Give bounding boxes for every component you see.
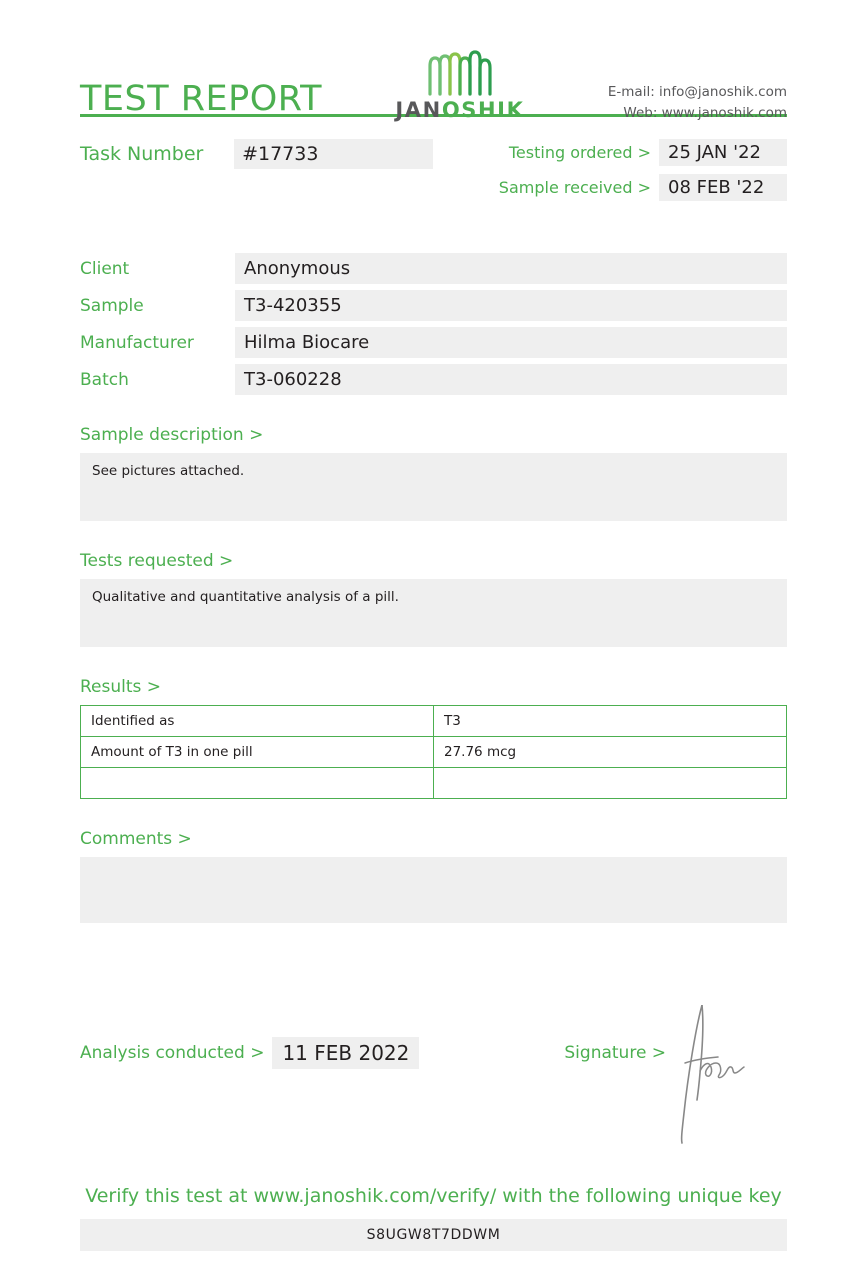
info-row-client xyxy=(80,253,787,284)
janoshik-logo xyxy=(395,50,524,122)
unique-key: S8UGW8T7DDWM xyxy=(80,1219,787,1251)
sample-description-text: See pictures attached. xyxy=(80,453,787,521)
result-value-identified-as: T3 xyxy=(434,706,787,737)
info-row-sample xyxy=(80,290,787,321)
result-value-empty xyxy=(434,768,787,799)
result-name-empty xyxy=(81,768,434,799)
testing-ordered-value: 25 JAN '22 xyxy=(659,139,787,166)
manufacturer-label: Manufacturer xyxy=(80,332,194,353)
testing-ordered-row xyxy=(491,139,787,166)
table-row xyxy=(81,737,787,768)
sample-value: T3-420355 xyxy=(235,290,787,321)
result-value-amount: 27.76 mcg xyxy=(434,737,787,768)
verify-text: Verify this test at www.janoshik.com/verify/ with the following unique key xyxy=(85,1185,782,1207)
signature-block xyxy=(564,983,752,1123)
info-fields xyxy=(80,253,787,395)
results-table xyxy=(80,705,787,799)
comments-text xyxy=(80,857,787,923)
comments-title: Comments > xyxy=(80,829,192,849)
table-row xyxy=(81,706,787,737)
testing-ordered-label: Testing ordered > xyxy=(508,143,651,162)
logo-wordmark xyxy=(395,98,524,122)
sample-received-label: Sample received > xyxy=(498,178,651,197)
page-title: TEST REPORT xyxy=(80,79,322,119)
tests-requested-text: Qualitative and quantitative analysis of a pill. xyxy=(80,579,787,647)
manufacturer-value: Hilma Biocare xyxy=(235,327,787,358)
client-value: Anonymous xyxy=(235,253,787,284)
sample-received-row xyxy=(491,174,787,201)
tests-requested-title: Tests requested > xyxy=(80,551,234,571)
signature-icon xyxy=(672,1005,752,1145)
sample-description-title: Sample description > xyxy=(80,425,264,445)
info-row-manufacturer xyxy=(80,327,787,358)
signature-label: Signature > xyxy=(564,1043,667,1063)
contact-web: Web: www.janoshik.com xyxy=(623,104,787,121)
analysis-conducted-date: 11 FEB 2022 xyxy=(272,1037,419,1069)
sample-received-value: 08 FEB '22 xyxy=(659,174,787,201)
contact-block xyxy=(608,82,787,124)
result-name-identified-as: Identified as xyxy=(81,706,434,737)
sample-label: Sample xyxy=(80,295,144,316)
dates-block xyxy=(491,139,787,209)
result-name-amount: Amount of T3 in one pill xyxy=(81,737,434,768)
logo-text-jan: JAN xyxy=(395,98,442,122)
results-title: Results > xyxy=(80,677,162,697)
report-header xyxy=(80,0,787,122)
task-row xyxy=(80,139,787,209)
task-number-value: #17733 xyxy=(234,139,433,169)
table-row xyxy=(81,768,787,799)
analysis-row xyxy=(80,983,787,1123)
logo-mountain-icon xyxy=(424,50,496,96)
batch-label: Batch xyxy=(80,369,129,390)
info-row-batch xyxy=(80,364,787,395)
analysis-conducted-label: Analysis conducted > xyxy=(80,1043,265,1063)
logo-text-oshik: OSHIK xyxy=(441,98,525,122)
task-number-label: Task Number xyxy=(80,143,204,165)
contact-email: E-mail: info@janoshik.com xyxy=(607,84,787,100)
batch-value: T3-060228 xyxy=(235,364,787,395)
client-label: Client xyxy=(80,258,130,279)
